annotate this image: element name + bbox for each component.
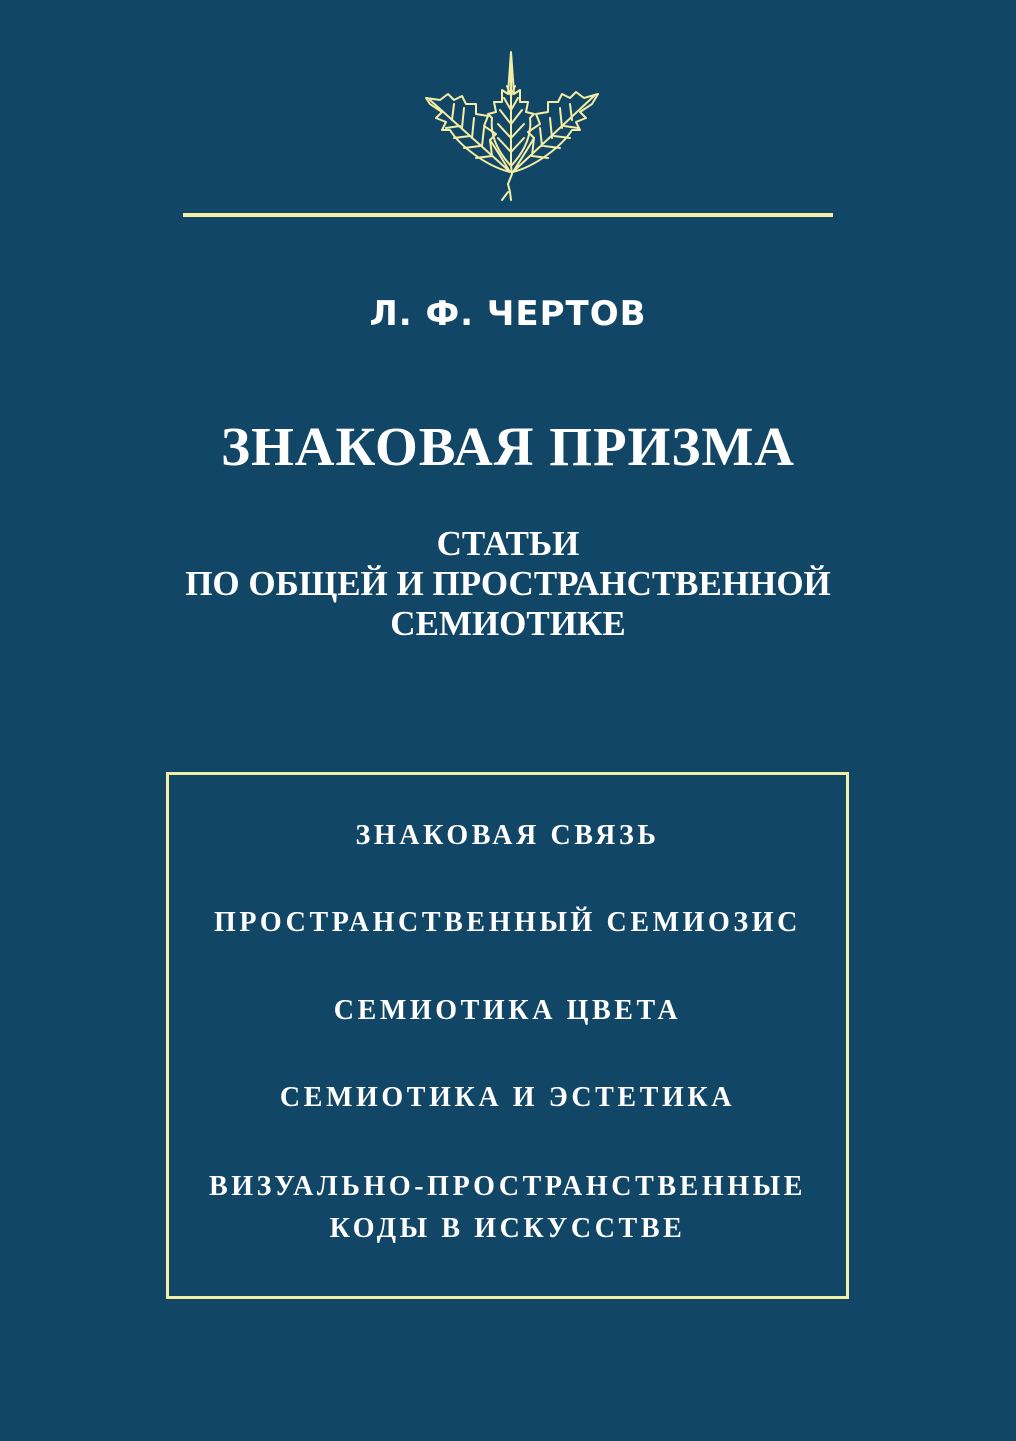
book-title: ЗНАКОВАЯ ПРИЗМА (220, 416, 796, 477)
topic-item: ВИЗУАЛЬНО-ПРОСТРАНСТВЕННЫЕ (208, 1171, 807, 1202)
leaf-sprig-icon (416, 42, 606, 207)
topic-item: КОДЫ В ИСКУССТВЕ (329, 1213, 686, 1244)
divider-rule (183, 213, 833, 217)
subtitle-line: ПО ОБЩЕЙ И ПРОСТРАНСТВЕННОЙ (185, 564, 831, 603)
topic-item: СЕМИОТИКА ЦВЕТА (333, 995, 682, 1026)
subtitle-line: СТАТЬИ (436, 524, 580, 563)
topic-item: ПРОСТРАНСТВЕННЫЙ СЕМИОЗИС (214, 907, 801, 938)
topic-item: СЕМИОТИКА И ЭСТЕТИКА (279, 1082, 736, 1113)
book-subtitle (0, 524, 1016, 644)
topic-item: ЗНАКОВАЯ СВЯЗЬ (355, 820, 660, 851)
topics-frame (166, 772, 849, 1299)
author-name: Л. Ф. ЧЕРТОВ (369, 294, 647, 334)
subtitle-line: СЕМИОТИКЕ (390, 604, 626, 643)
